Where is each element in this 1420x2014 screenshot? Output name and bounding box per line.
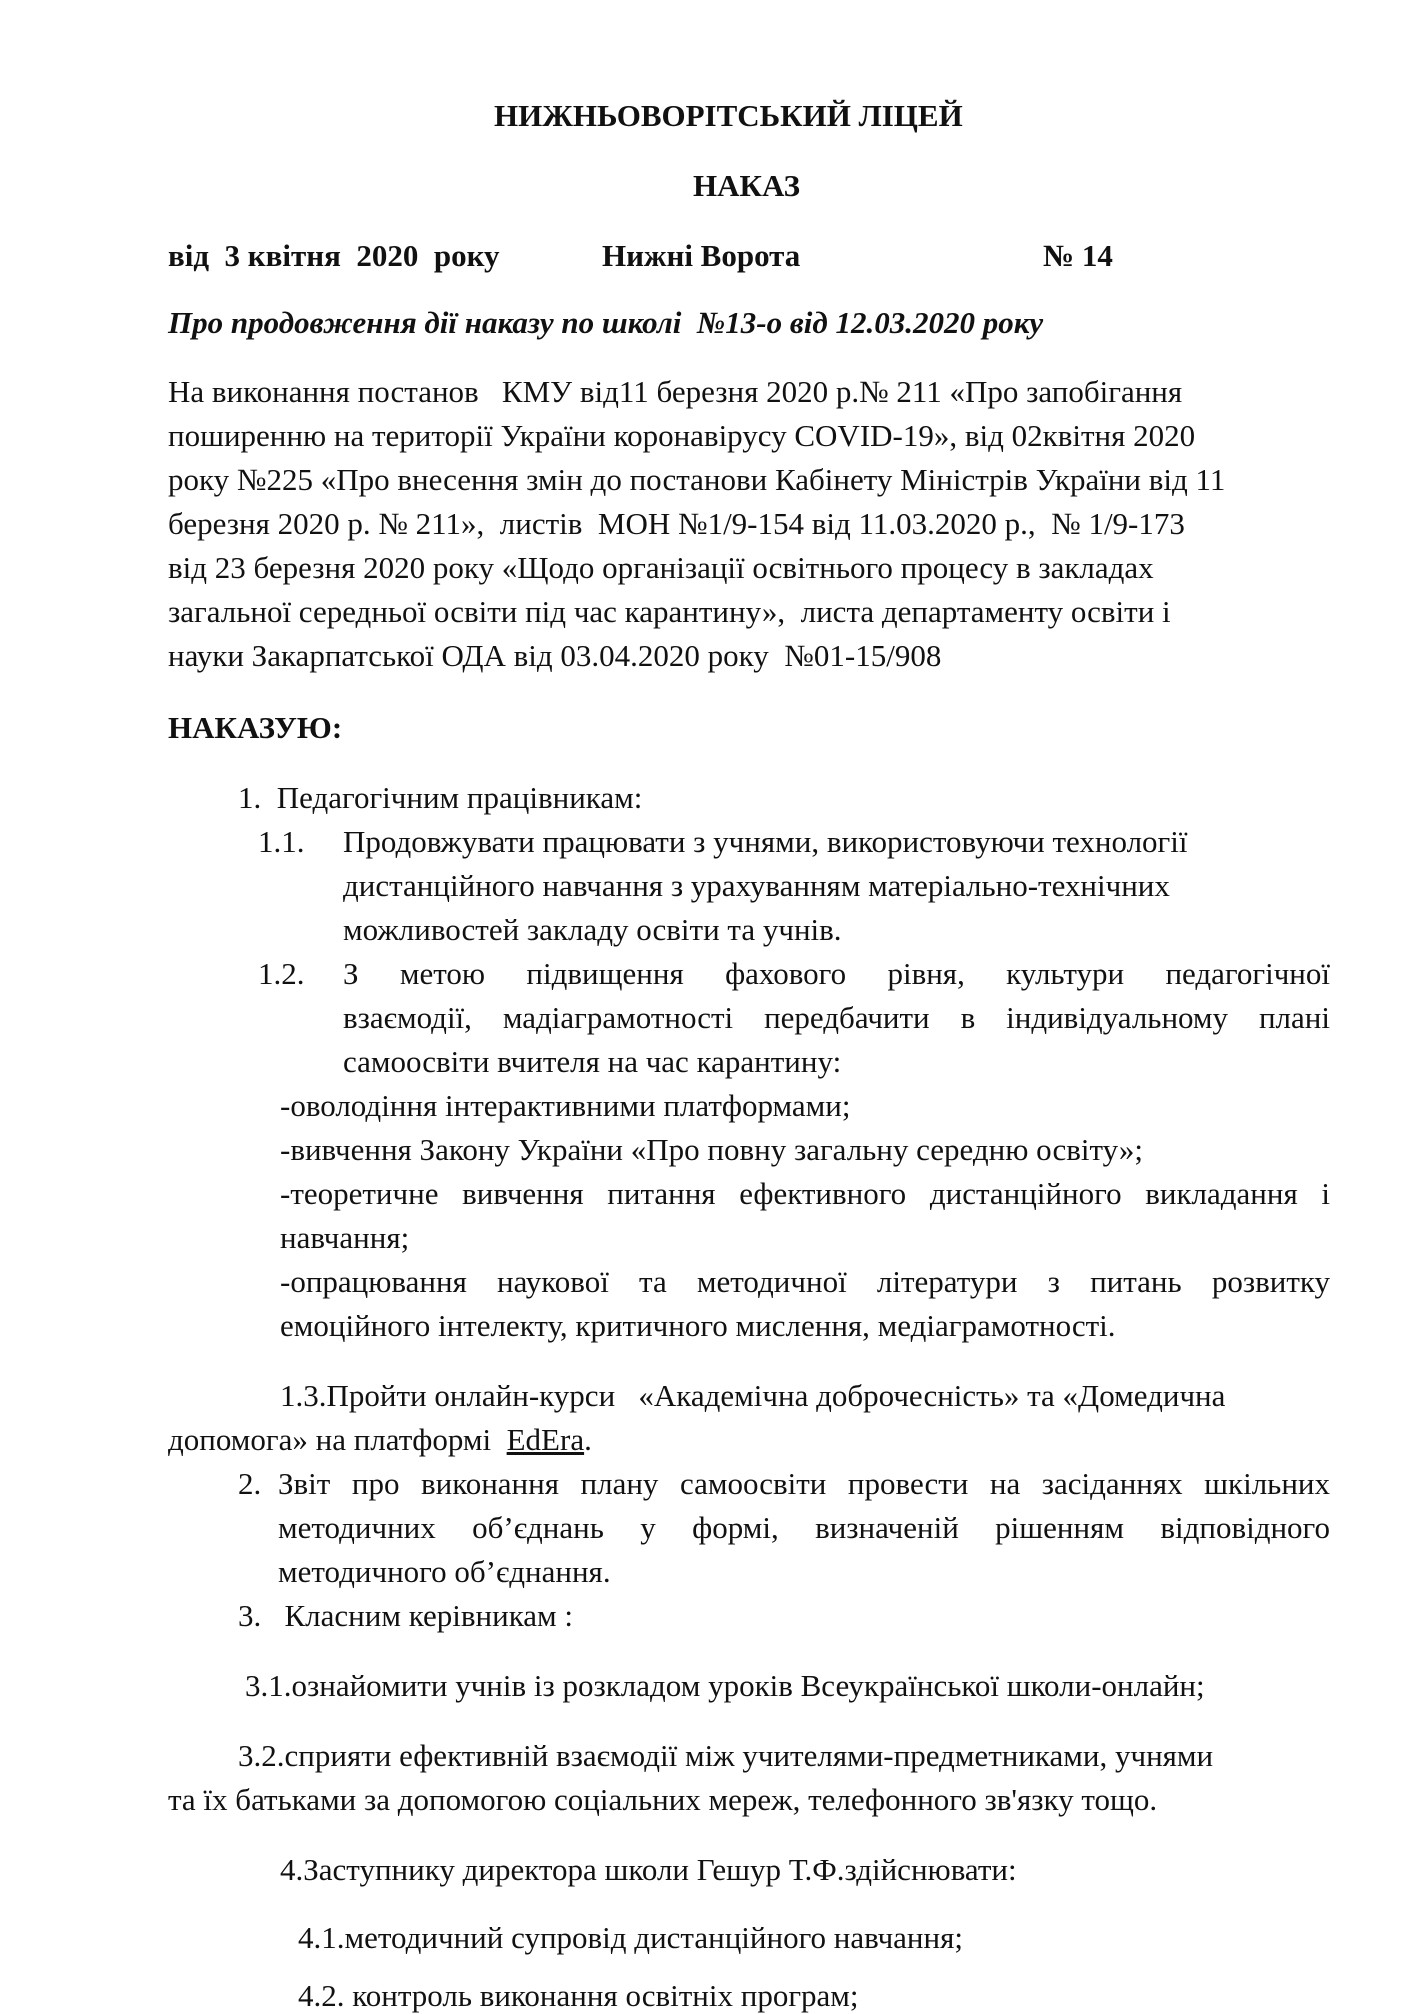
item-1-2-number: 1.2.: [258, 956, 305, 991]
item-1-heading: 1. Педагогічним працівникам:: [238, 780, 643, 815]
item-1-3-text: допомога» на платформі: [168, 1422, 507, 1457]
order-date: від 3 квітня 2020 року: [168, 238, 500, 273]
preamble-line: березня 2020 р. № 211», листів МОН №1/9-154 від 11.03.2020 р., № 1/9-173: [168, 506, 1185, 541]
item-1-2-line: З метою підвищення фахового рівня, культури педагогічної: [343, 956, 1330, 991]
preamble-line: року №225 «Про внесення змін до постанови Кабінету Міністрів України від 11: [168, 462, 1226, 497]
item-3-2-line: та їх батьками за допомогою соціальних мереж, телефонного зв'язку тощо.: [168, 1782, 1158, 1817]
bullet-item: -теоретичне вивчення питання ефективного дистанційного викладання і: [280, 1176, 1330, 1211]
item-2-number: 2.: [238, 1466, 262, 1501]
item-4-1: 4.1.методичний супровід дистанційного навчання;: [298, 1920, 963, 1955]
item-2-line: Звіт про виконання плану самоосвіти провести на засіданнях шкільних: [278, 1466, 1330, 1501]
item-1-2-line: взаємодії, мадіаграмотності передбачити в індивідуальному плані: [343, 1000, 1330, 1035]
item-4-2: 4.2. контроль виконання освітніх програм;: [298, 1978, 859, 2013]
bullet-item: -вивчення Закону України «Про повну загальну середню освіту»;: [280, 1132, 1143, 1167]
item-1-1-line: дистанційного навчання з урахуванням матеріально-технічних: [343, 868, 1170, 903]
item-4-heading: 4.Заступнику директора школи Гешур Т.Ф.здійснювати:: [280, 1852, 1017, 1887]
preamble-line: На виконання постанов КМУ від11 березня 2020 р.№ 211 «Про запобігання: [168, 374, 1183, 409]
edera-link[interactable]: EdEra: [506, 1422, 585, 1457]
preamble-line: поширенню на території України коронавірусу COVID-19», від 02квітня 2020: [168, 418, 1196, 453]
preamble-line: від 23 березня 2020 року «Щодо організації освітнього процесу в закладах: [168, 550, 1154, 585]
bullet-item: -оволодіння інтерактивними платформами;: [280, 1088, 851, 1123]
order-word: НАКАЗУЮ:: [168, 710, 343, 745]
bullet-item: емоційного інтелекту, критичного мислення, медіаграмотності.: [280, 1308, 1116, 1343]
preamble-line: науки Закарпатської ОДА від 03.04.2020 року №01-15/908: [168, 638, 942, 673]
item-1-1-line: можливостей закладу освіти та учнів.: [343, 912, 842, 947]
item-1-2-line: самоосвіти вчителя на час карантину:: [343, 1044, 842, 1079]
item-3-heading: 3. Класним керівникам :: [238, 1598, 574, 1633]
bullet-item: навчання;: [280, 1220, 410, 1255]
item-1-3-line: 1.3.Пройти онлайн-курси «Академічна доброчесність» та «Домедична: [280, 1378, 1226, 1413]
school-name: НИЖНЬОВОРІТСЬКИЙ ЛІЦЕЙ: [494, 98, 963, 133]
item-1-1-line: Продовжувати працювати з учнями, використовуючи технології: [343, 824, 1188, 859]
item-3-1: 3.1.ознайомити учнів із розкладом уроків Всеукраїнської школи-онлайн;: [245, 1668, 1205, 1703]
bullet-item: -опрацювання наукової та методичної літератури з питань розвитку: [280, 1264, 1330, 1299]
preamble-line: загальної середньої освіти під час карантину», листа департаменту освіти і: [168, 594, 1171, 629]
order-subject: Про продовження дії наказу по школі №13-о від 12.03.2020 року: [168, 305, 1044, 340]
order-number: № 14: [1043, 238, 1113, 273]
item-1-3-period: .: [584, 1422, 592, 1457]
document-type: НАКАЗ: [693, 168, 800, 203]
item-2-line: методичного об’єднання.: [278, 1554, 611, 1589]
item-3-2-line: 3.2.сприяти ефективній взаємодії між учителями-предметниками, учнями: [238, 1738, 1214, 1773]
item-1-1-number: 1.1.: [258, 824, 305, 859]
item-1-3-line: [168, 1422, 592, 1458]
item-2-line: методичних об’єднань у формі, визначеній рішенням відповідного: [278, 1510, 1330, 1545]
order-place: Нижні Ворота: [602, 238, 801, 273]
